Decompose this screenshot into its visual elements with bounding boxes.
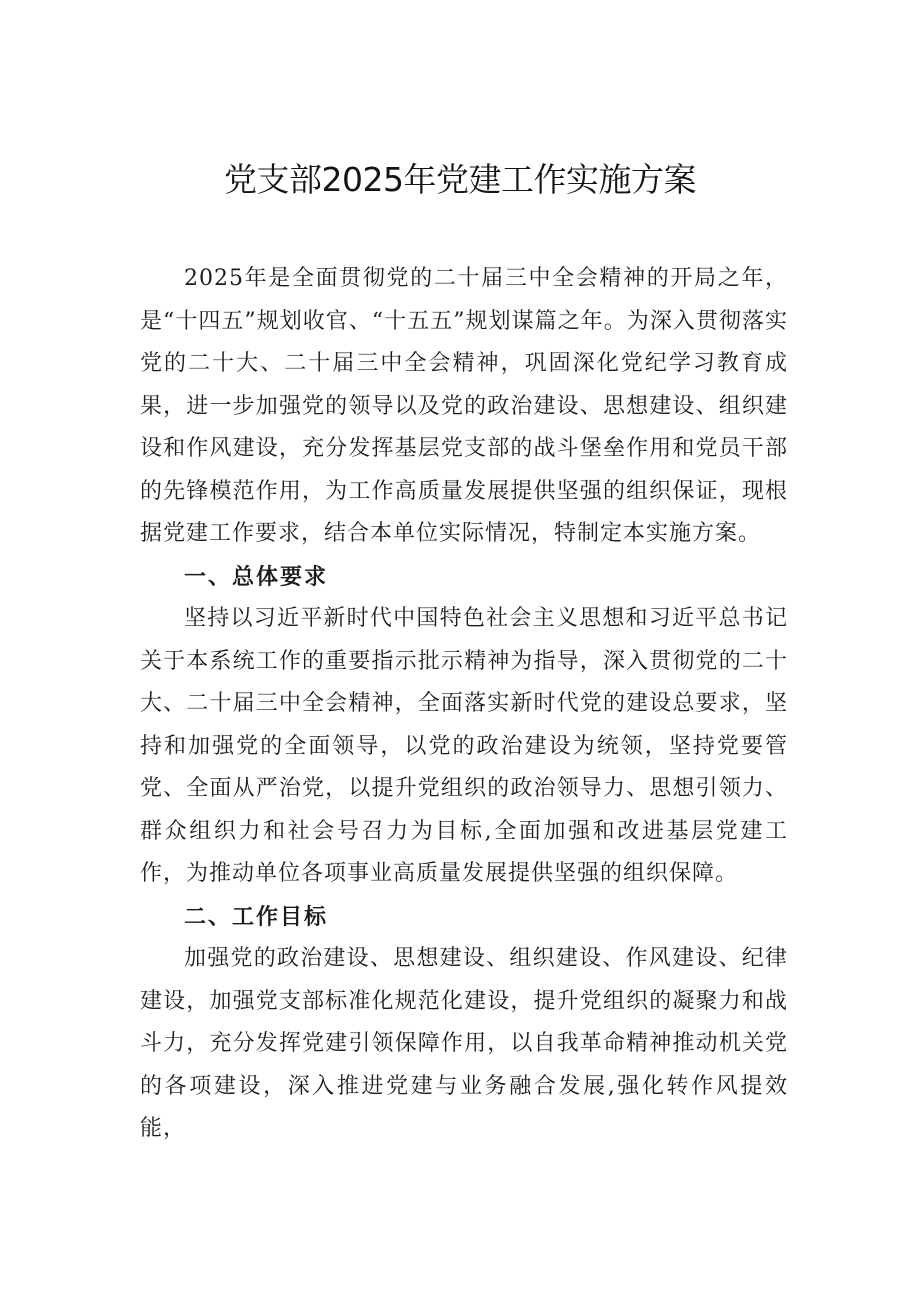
section-paragraph-general-requirements: 坚持以习近平新时代中国特色社会主义思想和习近平总书记关于本系统工作的重要指示批示精神为指导，深入贯彻党的二十大、二十届三中全会精神，全面落实新时代党的建设总要求，坚持和加强党的全面领导，以党的政治建设为统领，坚持党要管党、全面从严治党，以提升党组织的政治领导力、思想引领力、群众组织力和社会号召力为目标,全面加强和改进基层党建工作，为推动单位各项事业高质量发展提供坚强的组织保障。 (140, 606, 788, 886)
section-paragraph-work-goals: 加强党的政治建设、思想建设、组织建设、作风建设、纪律建设，加强党支部标准化规范化建设，提升党组织的凝聚力和战斗力，充分发挥党建引领保障作用，以自我革命精神推动机关党的各项建设，深入推进党建与业务融合发展,强化转作风提效能， (140, 946, 788, 1141)
document-title: 党支部2025年党建工作实施方案 (224, 160, 696, 199)
intro-paragraph: 2025年是全面贯彻党的二十届三中全会精神的开局之年，是“十四五”规划收官、“十五五”规划谋篇之年。为深入贯彻落实党的二十大、二十届三中全会精神，巩固深化党纪学习教育成果，进一步加强党的领导以及党的政治建设、思想建设、组织建设和作风建设，充分发挥基层党支部的战斗堡垒作用和党员干部的先锋模范作用，为工作高质量发展提供坚强的组织保证，现根据党建工作要求，结合本单位实际情况，特制定本实施方案。 (140, 266, 788, 546)
section-heading-general-requirements: 一、总体要求 (184, 563, 329, 590)
section-heading-work-goals: 二、工作目标 (184, 903, 329, 930)
document-body (140, 258, 788, 1151)
